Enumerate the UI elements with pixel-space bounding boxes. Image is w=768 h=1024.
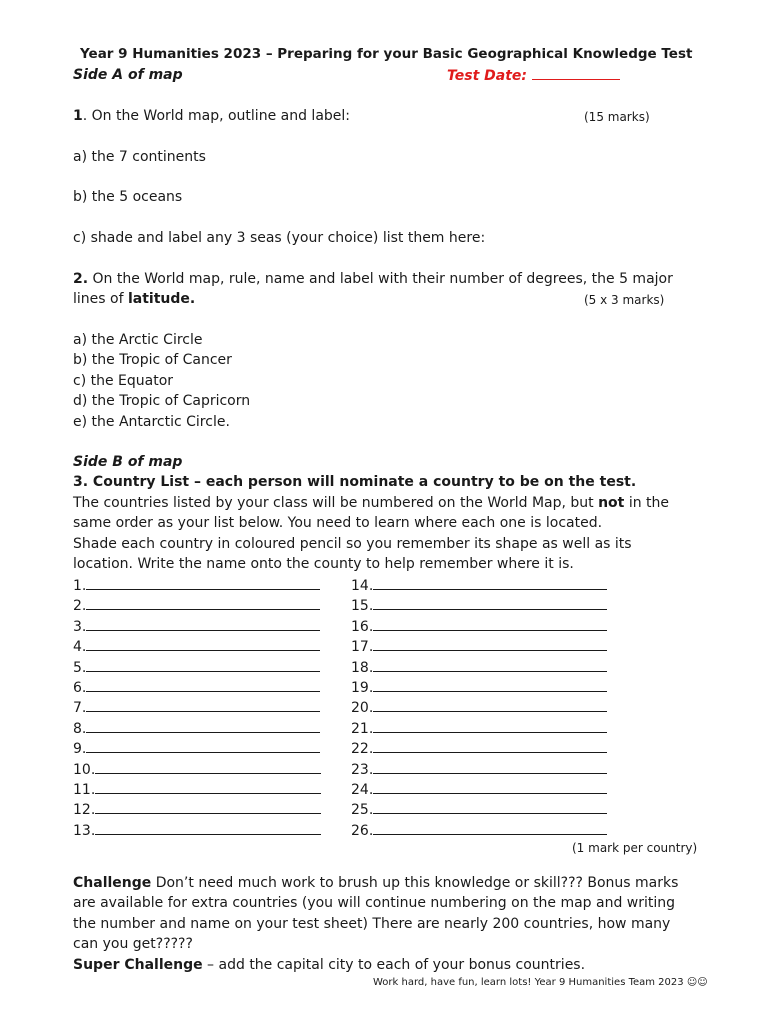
q2-prompt bbox=[73, 270, 673, 288]
q2-item-b: b) the Tropic of Cancer bbox=[73, 352, 232, 368]
country-number: 19. bbox=[351, 680, 374, 696]
q2-item-a: a) the Arctic Circle bbox=[73, 332, 203, 348]
q2-item-e: e) the Antarctic Circle. bbox=[73, 414, 230, 430]
test-date-label: Test Date: bbox=[447, 68, 527, 84]
q3-paragraph-line1: The countries listed by your class will be numbered on the World Map, but not in the bbox=[73, 495, 670, 511]
country-answer-row bbox=[73, 760, 321, 779]
country-answer-row bbox=[351, 780, 607, 799]
q2-number: 2. bbox=[73, 271, 89, 287]
q2-prompt-line2 bbox=[73, 290, 195, 308]
country-number: 25. bbox=[351, 802, 374, 819]
country-answer-blank[interactable] bbox=[373, 576, 607, 590]
country-answer-row bbox=[351, 698, 607, 717]
q1-marks: (15 marks) bbox=[584, 110, 650, 124]
country-number: 7. bbox=[73, 700, 87, 717]
q2-item-c: c) the Equator bbox=[73, 373, 174, 389]
super-challenge-label: Super Challenge bbox=[73, 957, 203, 973]
country-answer-blank[interactable] bbox=[86, 637, 320, 651]
test-date-field[interactable] bbox=[447, 66, 620, 85]
country-answer-row bbox=[73, 617, 320, 636]
country-answer-blank[interactable] bbox=[373, 780, 607, 794]
test-date-blank[interactable] bbox=[532, 66, 620, 80]
country-answer-row bbox=[73, 637, 320, 656]
super-challenge-line: Super Challenge – add the capital city to each of your bonus countries. bbox=[73, 957, 586, 973]
country-answer-blank[interactable] bbox=[86, 576, 320, 590]
country-answer-blank[interactable] bbox=[86, 739, 320, 753]
q3-paragraph-line2: same order as your list below. You need to learn where each one is located. bbox=[73, 515, 603, 531]
country-answer-blank[interactable] bbox=[373, 596, 607, 610]
country-answer-blank[interactable] bbox=[373, 698, 607, 712]
country-number: 6. bbox=[73, 680, 87, 696]
q2-text2: lines of bbox=[73, 291, 128, 307]
country-number: 10. bbox=[73, 761, 96, 778]
country-answer-row bbox=[351, 617, 607, 636]
country-answer-row bbox=[73, 678, 320, 697]
page-title: Year 9 Humanities 2023 – Preparing for your Basic Geographical Knowledge Test bbox=[80, 46, 693, 62]
side-b-label: Side B of map bbox=[73, 454, 183, 470]
q2-latitude: latitude. bbox=[127, 291, 196, 307]
country-answer-blank[interactable] bbox=[373, 760, 607, 774]
country-answer-row bbox=[73, 658, 320, 677]
country-answer-blank[interactable] bbox=[95, 760, 321, 774]
country-answer-row bbox=[351, 719, 607, 738]
country-number: 11. bbox=[73, 782, 96, 798]
q3-paragraph-line4: location. Write the name onto the county to help remember where it is. bbox=[73, 556, 574, 572]
country-answer-blank[interactable] bbox=[86, 596, 320, 610]
q2-text: On the World map, rule, name and label with their number of degrees, the 5 major bbox=[88, 271, 673, 287]
country-answer-blank[interactable] bbox=[86, 719, 320, 733]
country-number: 5. bbox=[73, 659, 87, 676]
country-answer-blank[interactable] bbox=[373, 617, 607, 631]
country-answer-row bbox=[351, 678, 607, 697]
challenge-line4: can you get????? bbox=[73, 936, 193, 952]
country-number: 22. bbox=[351, 741, 374, 758]
q1-item-b: b) the 5 oceans bbox=[73, 189, 183, 205]
country-number: 4. bbox=[73, 639, 87, 656]
challenge-line3: the number and name on your test sheet) There are nearly 200 countries, how many bbox=[73, 916, 671, 932]
country-answer-blank[interactable] bbox=[86, 698, 320, 712]
country-number: 24. bbox=[351, 782, 374, 798]
q3-paragraph-line3: Shade each country in coloured pencil so you remember its shape as well as its bbox=[73, 536, 632, 552]
country-answer-row bbox=[351, 576, 607, 595]
country-answer-row bbox=[351, 637, 607, 656]
country-answer-blank[interactable] bbox=[86, 617, 320, 631]
country-number: 18. bbox=[351, 659, 374, 676]
q1-number: 1 bbox=[73, 108, 83, 124]
country-number: 20. bbox=[351, 700, 374, 717]
country-answer-row bbox=[73, 800, 321, 819]
country-answer-blank[interactable] bbox=[373, 637, 607, 651]
country-answer-blank[interactable] bbox=[373, 739, 607, 753]
country-answer-blank[interactable] bbox=[373, 821, 607, 835]
q1-prompt bbox=[73, 107, 350, 125]
challenge-label: Challenge bbox=[73, 875, 152, 891]
country-answer-blank[interactable] bbox=[373, 658, 607, 672]
country-number: 26. bbox=[351, 822, 374, 839]
q2-marks: (5 x 3 marks) bbox=[584, 293, 665, 307]
country-answer-row bbox=[73, 739, 320, 758]
country-answer-row bbox=[351, 821, 607, 840]
country-number: 9. bbox=[73, 741, 87, 758]
country-number: 12. bbox=[73, 802, 96, 819]
country-number: 21. bbox=[351, 720, 374, 737]
country-answer-row bbox=[351, 739, 607, 758]
country-number: 13. bbox=[73, 822, 96, 839]
country-number: 1. bbox=[73, 578, 87, 594]
country-answer-blank[interactable] bbox=[95, 821, 321, 835]
country-answer-blank[interactable] bbox=[86, 658, 320, 672]
country-answer-blank[interactable] bbox=[373, 719, 607, 733]
country-number: 2. bbox=[73, 598, 87, 615]
q3-heading: 3. Country List – each person will nominate a country to be on the test. bbox=[73, 474, 637, 490]
country-number: 14. bbox=[351, 578, 374, 594]
country-number: 17. bbox=[351, 639, 374, 656]
country-answer-row bbox=[73, 596, 320, 615]
challenge-line2: are available for extra countries (you will continue numbering on the map and writing bbox=[73, 895, 676, 911]
country-answer-row bbox=[351, 596, 607, 615]
country-number: 15. bbox=[351, 598, 374, 615]
country-number: 23. bbox=[351, 761, 374, 778]
country-answer-blank[interactable] bbox=[86, 678, 320, 692]
country-number: 16. bbox=[351, 618, 374, 635]
country-answer-blank[interactable] bbox=[95, 780, 321, 794]
country-answer-row bbox=[73, 719, 320, 738]
country-answer-blank[interactable] bbox=[373, 800, 607, 814]
country-answer-row bbox=[351, 658, 607, 677]
country-number: 3. bbox=[73, 618, 87, 635]
country-answer-blank[interactable] bbox=[95, 800, 321, 814]
q1-item-c: c) shade and label any 3 seas (your choice) list them here: bbox=[73, 230, 486, 246]
q3-not: not bbox=[598, 495, 625, 511]
country-answer-row bbox=[73, 698, 320, 717]
q2-item-d: d) the Tropic of Capricorn bbox=[73, 393, 251, 409]
q1-text: . On the World map, outline and label: bbox=[82, 108, 351, 124]
country-answer-row bbox=[73, 780, 321, 799]
country-answer-row bbox=[351, 760, 607, 779]
footer-note: Work hard, have fun, learn lots! Year 9 Humanities Team 2023 ☺☺ bbox=[373, 977, 708, 988]
country-answer-row bbox=[351, 800, 607, 819]
country-number: 8. bbox=[73, 720, 87, 737]
challenge-line1: Challenge Don’t need much work to brush up this knowledge or skill??? Bonus marks bbox=[73, 875, 679, 891]
side-a-label: Side A of map bbox=[73, 67, 183, 83]
country-answer-blank[interactable] bbox=[373, 678, 607, 692]
q3-marks: (1 mark per country) bbox=[572, 841, 698, 855]
country-answer-row bbox=[73, 821, 321, 840]
country-answer-row bbox=[73, 576, 320, 595]
q1-item-a: a) the 7 continents bbox=[73, 149, 206, 165]
